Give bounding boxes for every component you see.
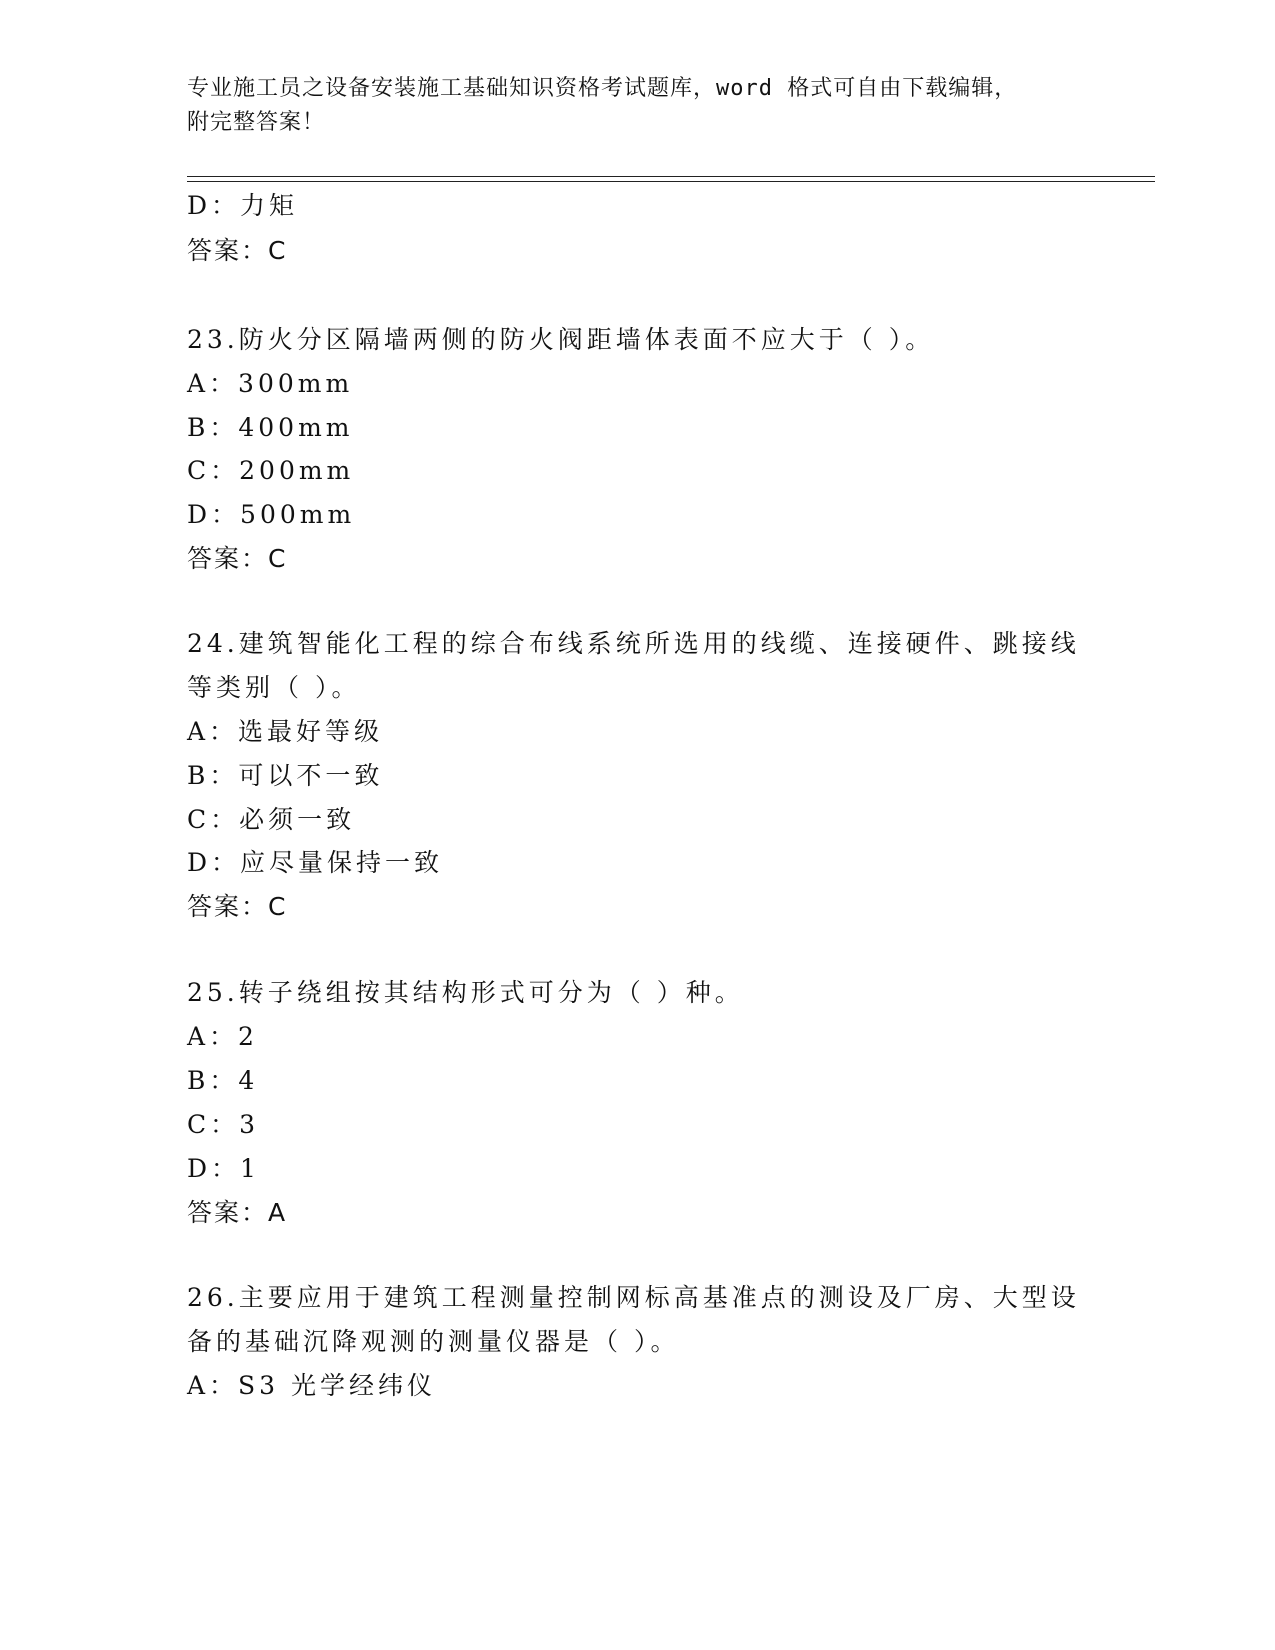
header-line-1: 专业施工员之设备安装施工基础知识资格考试题库，word 格式可自由下载编辑，: [187, 76, 1018, 101]
q23-option-b: B：400mm: [187, 413, 354, 442]
q23-option-a: A：300mm: [187, 369, 354, 398]
q25-option-c: C：3: [187, 1110, 260, 1139]
q24-option-a: A：选最好等级: [187, 717, 384, 746]
q23-stem: 23.防火分区隔墙两侧的防火阀距墙体表面不应大于（ ）。: [187, 325, 935, 354]
q25-stem: 25.转子绕组按其结构形式可分为（ ）种。: [187, 978, 744, 1007]
q26-stem-line-1: 26.主要应用于建筑工程测量控制网标高基准点的测设及厂房、大型设: [187, 1283, 1080, 1312]
q26-stem-line-2: 备的基础沉降观测的测量仪器是（ ）。: [187, 1327, 680, 1356]
q25-option-d: D：1: [187, 1154, 260, 1183]
q25-answer: 答案：A: [187, 1198, 288, 1227]
q25-option-a: A：2: [187, 1022, 258, 1051]
header-rule-bottom: [187, 181, 1155, 182]
prev-option-d: D：力矩: [187, 191, 299, 220]
q24-stem-line-2: 等类别（ ）。: [187, 673, 361, 702]
q24-option-b: B：可以不一致: [187, 761, 384, 790]
q24-stem-line-1: 24.建筑智能化工程的综合布线系统所选用的线缆、连接硬件、跳接线: [187, 629, 1080, 658]
q26-option-a: A：S3 光学经纬仪: [187, 1371, 437, 1400]
q23-answer: 答案：C: [187, 544, 288, 573]
q24-answer: 答案：C: [187, 892, 288, 921]
header-line-2: 附完整答案！: [187, 110, 326, 135]
q23-option-d: D：500mm: [187, 500, 356, 529]
q24-option-c: C：必须一致: [187, 805, 356, 834]
page-header: [187, 72, 1087, 140]
q25-option-b: B：4: [187, 1066, 259, 1095]
q24-option-d: D：应尽量保持一致: [187, 848, 444, 877]
prev-answer: 答案：C: [187, 236, 288, 265]
q23-option-c: C：200mm: [187, 456, 355, 485]
header-rule-top: [187, 176, 1155, 177]
